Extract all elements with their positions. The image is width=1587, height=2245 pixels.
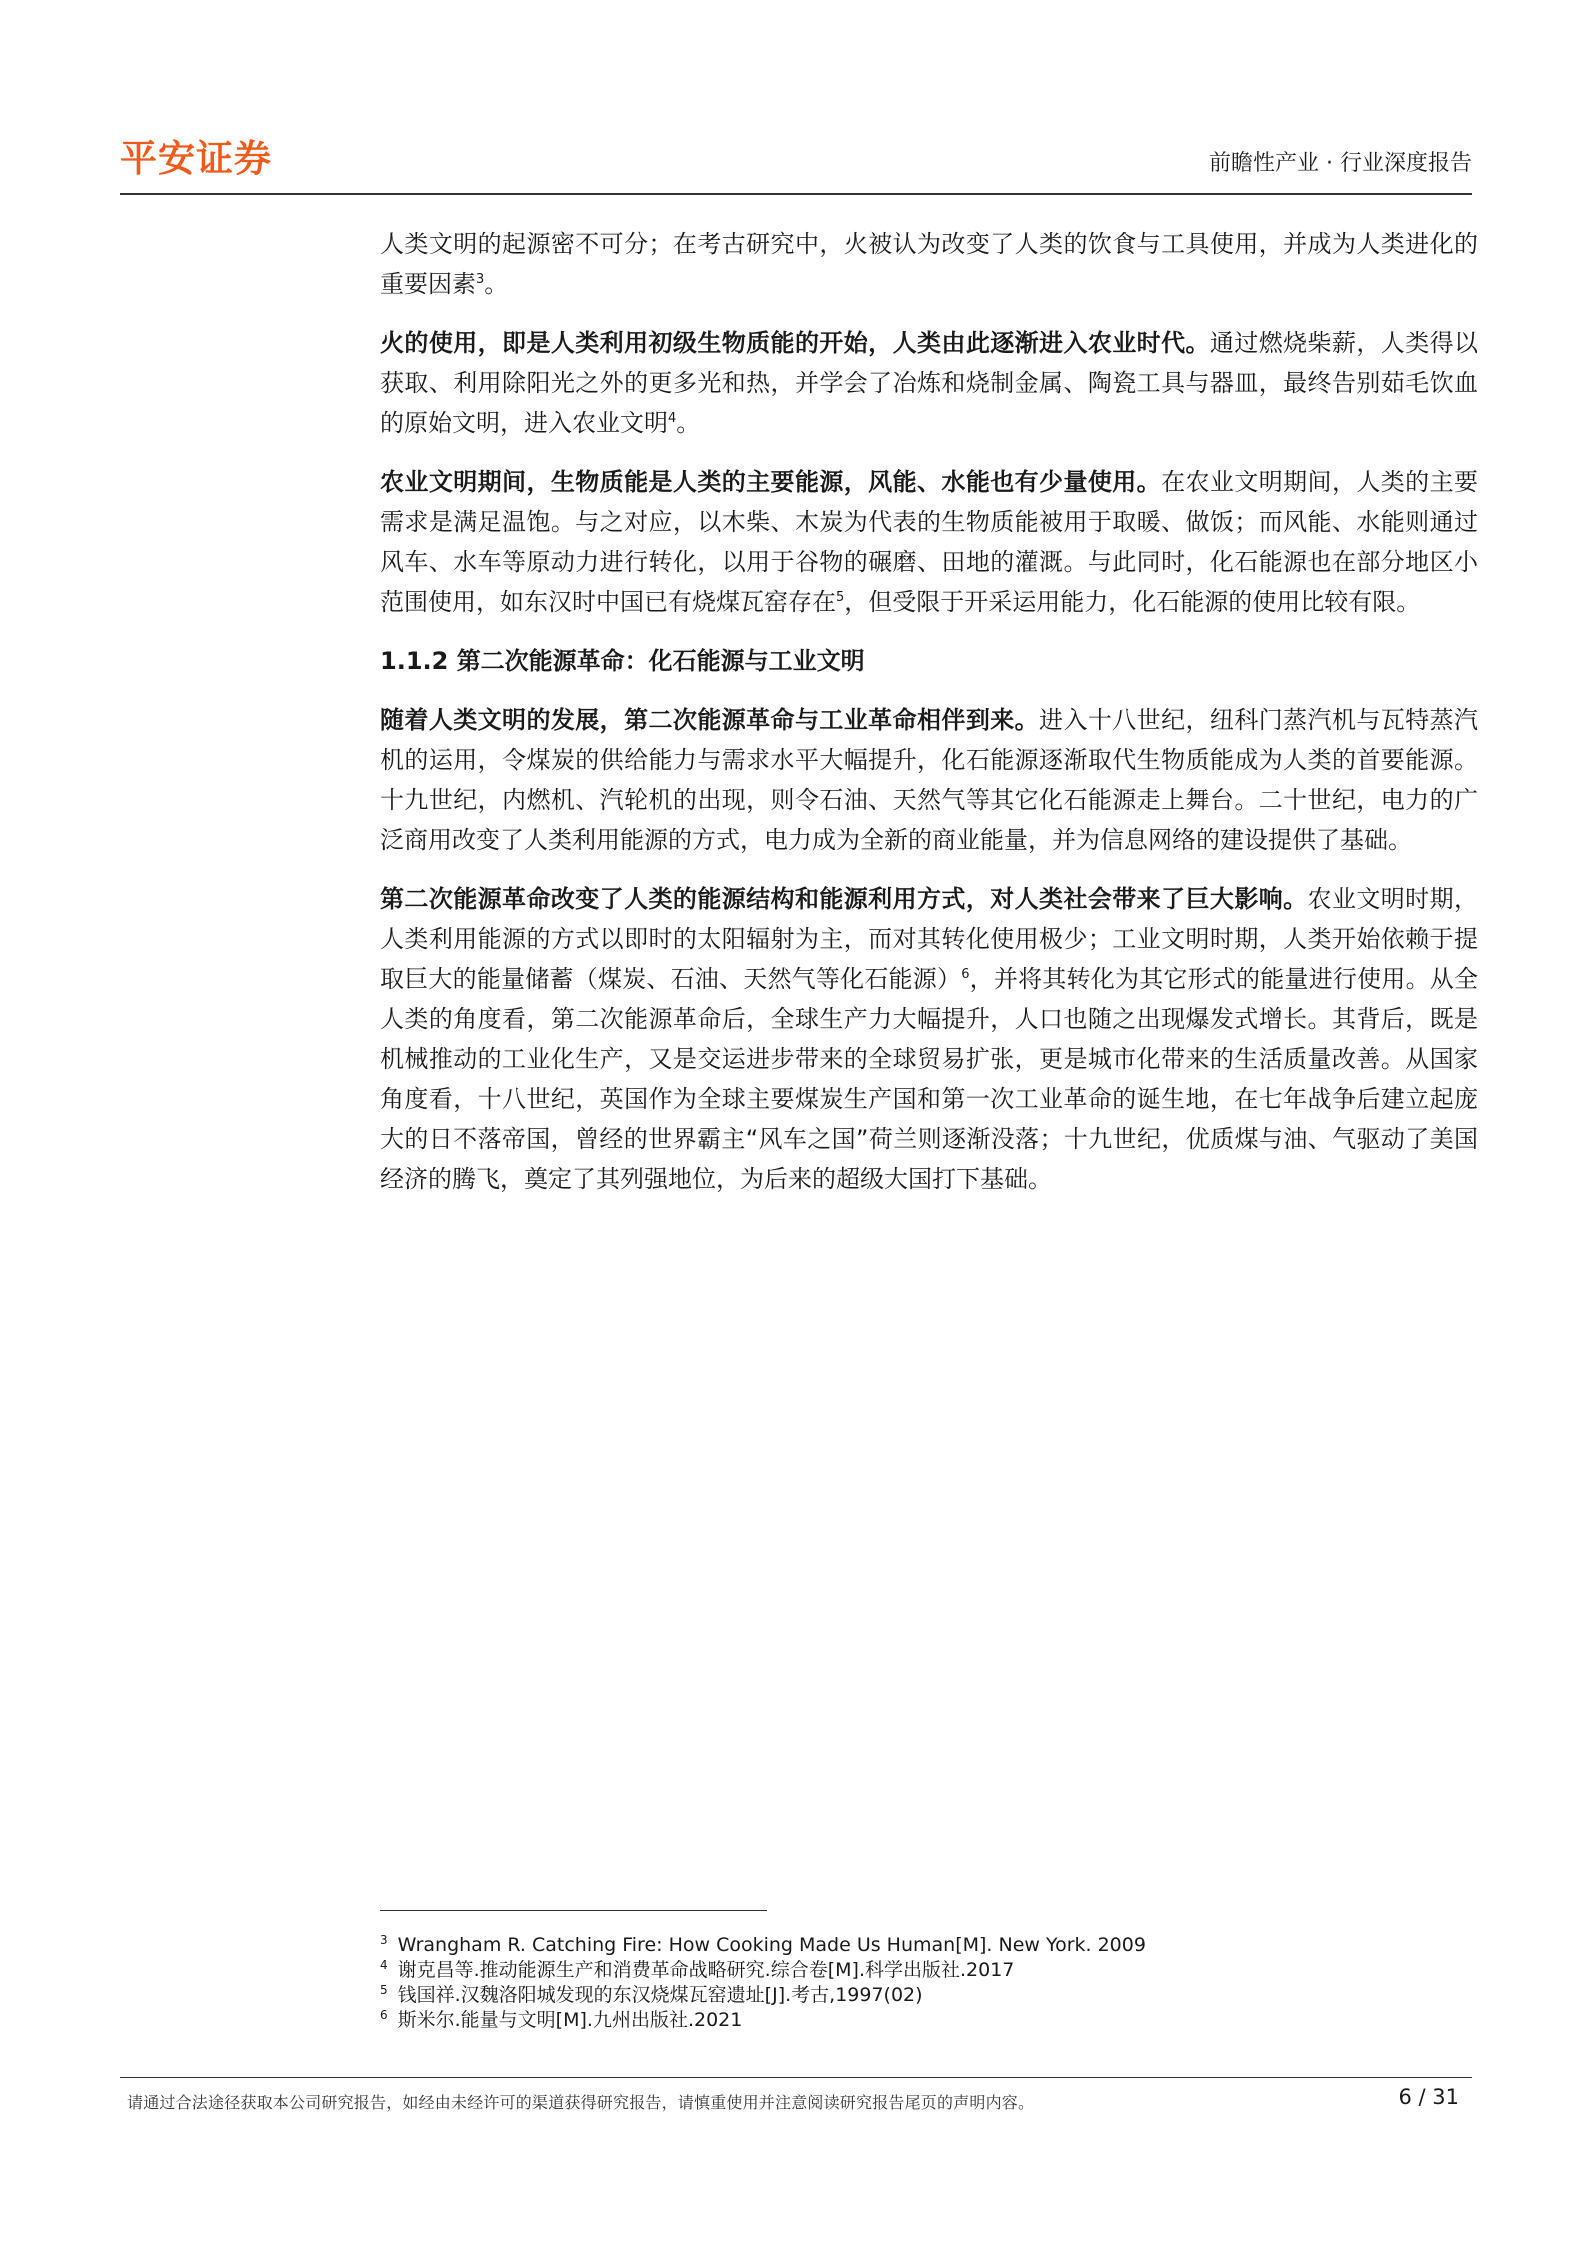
footer-disclaimer: 请通过合法途径获取本公司研究报告，如经由未经许可的渠道获得研究报告，请慎重使用并注意阅读研究报告尾页的声明内容。: [127, 2093, 1035, 2112]
paragraph-5-lead: 第二次能源革命改变了人类的能源结构和能源利用方式，对人类社会带来了巨大影响。: [380, 885, 1308, 913]
footnote-divider: [380, 1910, 767, 1911]
page-number: 6 / 31: [1398, 2085, 1459, 2109]
footnote: $^5$ 钱国祥.汉魏洛阳城发现的东汉烧煤瓦窑遗址[J].考古,1997(02): [380, 1982, 923, 2006]
footer-divider: [120, 2077, 1472, 2078]
section-heading: 1.1.2 第二次能源革命：化石能源与工业文明: [380, 647, 865, 675]
footnotes: [380, 1933, 1380, 2033]
paragraph-5: 第二次能源革命改变了人类的能源结构和能源利用方式，对人类社会带来了巨大影响。农业文明时期，人类利用能源的方式以即时的太阳辐射为主，而对其转化使用极少；工业文明时期，人类开始依赖于提取巨大的能量储蓄（煤炭、石油、天然气等化石能源）$^6$，并将其转化为其它形式的能量进行使用。从全人类的角度看，第二次能源革命后，全球生产力大幅提升，人口也随之出现爆发式增长。其背后，既是机械推动的工业化生产，又是交运进步带来的全球贸易扩张，更是城市化带来的生活质量改善。从国家角度看，十八世纪，英国作为全球主要煤炭生产国和第一次工业革命的诞生地，在七年战争后建立起庞大的日不落帝国，曾经的世界霸主“风车之国”荷兰则逐渐没落；十九世纪，优质煤与油、气驱动了美国经济的腾飞，奠定了其列强地位，为后来的超级大国打下基础。: [380, 885, 1479, 1193]
footnote: $^6$ 斯米尔.能量与文明[M].九州出版社.2021: [380, 2007, 743, 2031]
company-logo: 平安证券: [120, 137, 272, 180]
paragraph-3-lead: 农业文明期间，生物质能是人类的主要能源，风能、水能也有少量使用。: [380, 468, 1162, 496]
footnote-ref-4[interactable]: 4: [668, 411, 677, 426]
paragraph-4-lead: 随着人类文明的发展，第二次能源革命与工业革命相伴到来。: [380, 706, 1040, 734]
footnote-ref-3[interactable]: 3: [476, 272, 485, 287]
paragraph-2-lead: 火的使用，即是人类利用初级生物质能的开始，人类由此逐渐进入农业时代。: [380, 329, 1210, 357]
header-divider: [120, 193, 1472, 195]
paragraph-4: 随着人类文明的发展，第二次能源革命与工业革命相伴到来。进入十八世纪，纽科门蒸汽机与瓦特蒸汽机的运用，令煤炭的供给能力与需求水平大幅提升，化石能源逐渐取代生物质能成为人类的首要能源。十九世纪，内燃机、汽轮机的出现，则令石油、天然气等其它化石能源走上舞台。二十世纪，电力的广泛商用改变了人类利用能源的方式，电力成为全新的商业能量，并为信息网络的建设提供了基础。: [380, 706, 1479, 854]
page-header: [120, 128, 1472, 192]
paragraph-3: 农业文明期间，生物质能是人类的主要能源，风能、水能也有少量使用。在农业文明期间，人类的主要需求是满足温饱。与之对应，以木柴、木炭为代表的生物质能被用于取暖、做饭；而风能、水能则通过风车、水车等原动力进行转化，以用于谷物的碾磨、田地的灌溉。与此同时，化石能源也在部分地区小范围使用，如东汉时中国已有烧煤瓦窑存在$^5$，但受限于开采运用能力，化石能源的使用比较有限。: [380, 468, 1479, 616]
report-type-label: 前瞻性产业 · 行业深度报告: [1209, 151, 1472, 176]
paragraph-1: 人类文明的起源密不可分；在考古研究中，火被认为改变了人类的饮食与工具使用，并成为人类进化的重要因素$^3$。: [380, 230, 1478, 298]
footnote: $^4$ 谢克昌等.推动能源生产和消费革命战略研究.综合卷[M].科学出版社.2017: [380, 1957, 1015, 1981]
footnote-ref-6[interactable]: 6: [961, 967, 970, 982]
main-content: [380, 224, 1478, 1218]
footnote: $^3$ Wrangham R. Catching Fire: How Cooking Made Us Human[M]. New York. 2009: [380, 1932, 1146, 1956]
paragraph-2: 火的使用，即是人类利用初级生物质能的开始，人类由此逐渐进入农业时代。通过燃烧柴薪，人类得以获取、利用除阳光之外的更多光和热，并学会了冶炼和烧制金属、陶瓷工具与器皿，最终告别茹毛饮血的原始文明，进入农业文明$^4$。: [380, 329, 1479, 437]
footnote-ref-5[interactable]: 5: [836, 590, 845, 605]
